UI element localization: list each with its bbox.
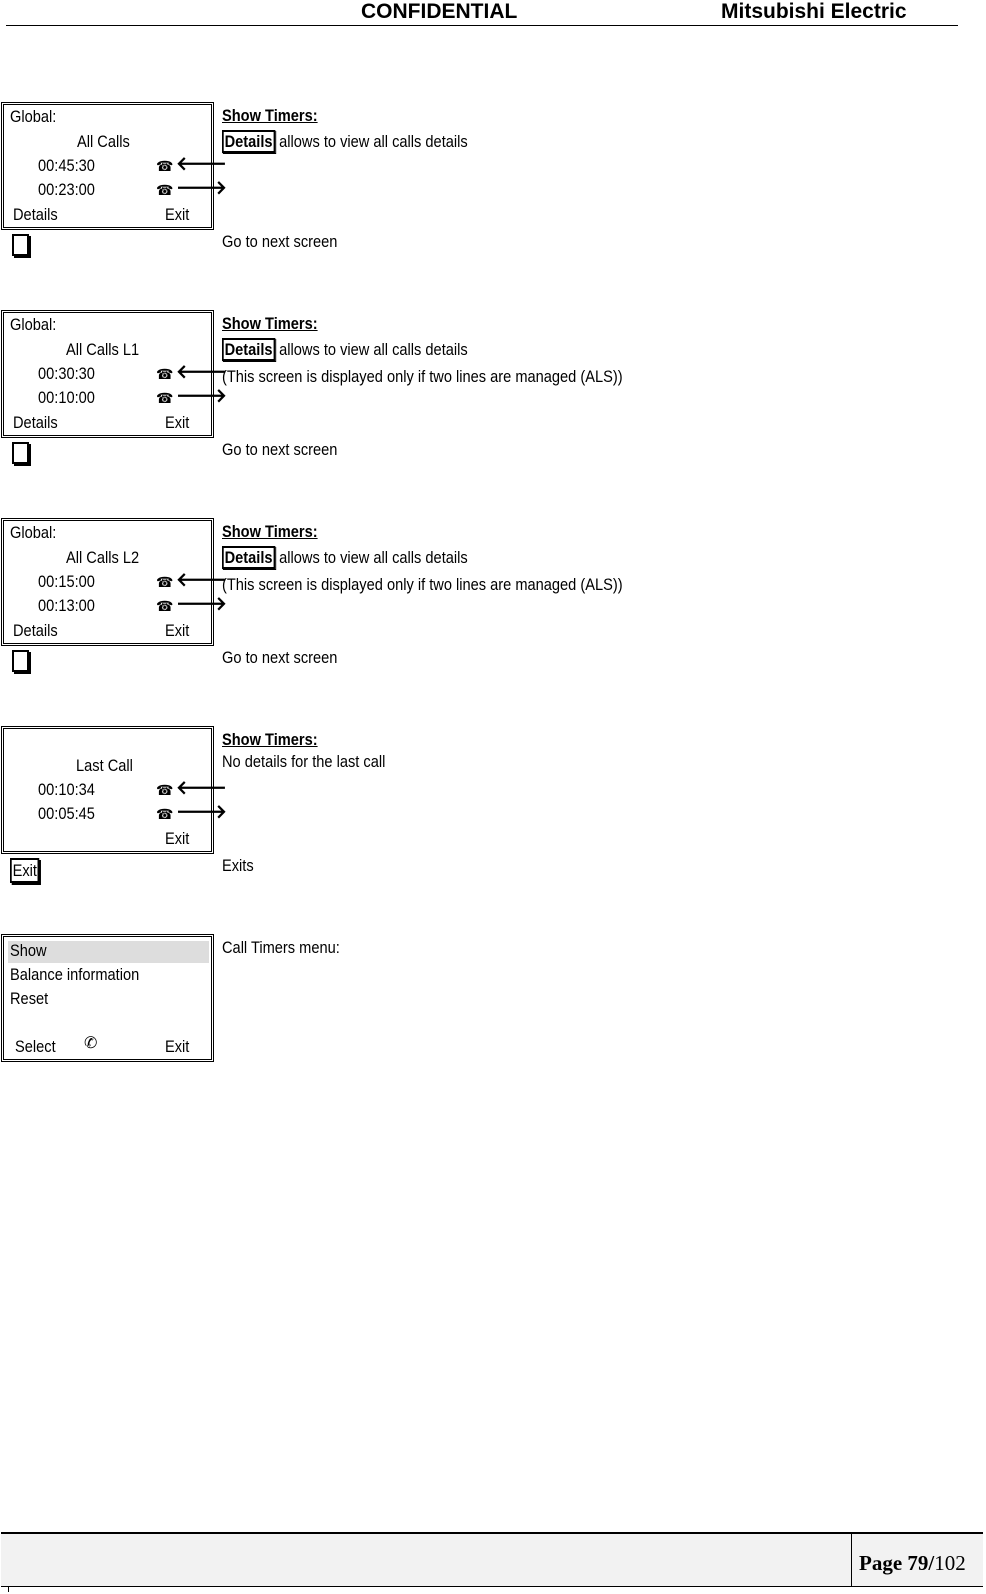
show-timers-title: Show Timers: [222, 522, 318, 541]
description-text: No details for the last call [222, 752, 386, 771]
outgoing-time: 00:23:00 [38, 180, 95, 199]
outgoing-time: 00:10:00 [38, 388, 95, 407]
details-softkey[interactable]: Details [13, 621, 58, 640]
exit-key: Exit [10, 858, 40, 883]
navigation-key-icon [12, 442, 29, 464]
phone-screen-call-timers-menu [1, 934, 214, 1062]
outgoing-arrow-icon: 🡒 [176, 594, 227, 615]
screen-header: Global: [10, 523, 57, 542]
screen-4-description [222, 730, 412, 772]
menu-item-show[interactable]: Show [10, 941, 47, 960]
phone-icon: ☎ [156, 598, 174, 614]
confidential-label: CONFIDENTIAL [361, 0, 518, 23]
margin-mark [8, 1587, 9, 1592]
description-text: allows to view all calls details [279, 548, 468, 567]
incoming-time: 00:15:00 [38, 572, 95, 591]
phone-icon: ☎ [156, 182, 174, 198]
show-timers-title: Show Timers: [222, 730, 318, 749]
phone-icon: ☎ [156, 806, 174, 822]
details-key: Details [222, 338, 275, 361]
incoming-time: 00:30:30 [38, 364, 95, 383]
menu-description: Call Timers menu: [222, 938, 340, 957]
incoming-arrow-icon: 🡐 [176, 154, 227, 175]
phone-icon: ☎ [156, 158, 174, 174]
details-key: Details [222, 130, 275, 153]
incoming-arrow-icon: 🡐 [176, 362, 227, 383]
details-key: Details [222, 546, 275, 569]
navigation-key-icon [12, 650, 29, 672]
screen-title: All Calls L1 [66, 340, 140, 359]
description-line [222, 130, 468, 153]
exit-softkey[interactable]: Exit [165, 621, 190, 640]
outgoing-time: 00:13:00 [38, 596, 95, 615]
page-footer [1, 1532, 983, 1587]
select-softkey[interactable]: Select [15, 1037, 56, 1056]
phone-icon: ☎ [156, 366, 174, 382]
incoming-arrow-icon: 🡐 [176, 778, 227, 799]
phone-screen-last-call [1, 726, 227, 854]
nav-description: Go to next screen [222, 648, 338, 667]
screen-title: All Calls [77, 132, 130, 151]
description-text: allows to view all calls details [279, 340, 468, 359]
screen-header: Global: [10, 107, 57, 126]
outgoing-arrow-icon: 🡒 [176, 802, 227, 823]
screen-title: Last Call [76, 756, 133, 775]
nav-description: Go to next screen [222, 232, 338, 251]
details-softkey[interactable]: Details [13, 413, 58, 432]
exit-softkey[interactable]: Exit [165, 205, 190, 224]
footer-divider [851, 1534, 852, 1586]
phone-icon: ☎ [156, 574, 174, 590]
phone-screen-all-calls [1, 102, 227, 230]
description-text: allows to view all calls details [279, 132, 468, 151]
screen-2-description [222, 314, 688, 387]
exit-softkey[interactable]: Exit [165, 413, 190, 432]
description-line [222, 546, 623, 569]
phone-icon: ☎ [156, 782, 174, 798]
phone-screen-all-calls-l2 [1, 518, 227, 646]
nav-description: Exits [222, 856, 254, 875]
outgoing-time: 00:05:45 [38, 804, 95, 823]
nav-description: Go to next screen [222, 440, 338, 459]
incoming-arrow-icon: 🡐 [176, 570, 227, 591]
menu-item-reset[interactable]: Reset [10, 989, 49, 1008]
page-header [6, 0, 958, 26]
phone-handset-icon: ✆ [84, 1033, 98, 1052]
phone-screen-all-calls-l1 [1, 310, 227, 438]
incoming-time: 00:45:30 [38, 156, 95, 175]
details-softkey[interactable]: Details [13, 205, 58, 224]
exit-softkey[interactable]: Exit [165, 1037, 190, 1056]
description-line [222, 338, 623, 361]
outgoing-arrow-icon: 🡒 [176, 386, 227, 407]
exit-softkey[interactable]: Exit [165, 829, 190, 848]
incoming-time: 00:10:34 [38, 780, 95, 799]
page-label: Page 79/ [859, 1551, 935, 1575]
menu-item-balance-information[interactable]: Balance information [10, 965, 140, 984]
show-timers-title: Show Timers: [222, 314, 318, 333]
page-number [859, 1551, 966, 1576]
company-name: Mitsubishi Electric [721, 0, 907, 23]
screen-title: All Calls L2 [66, 548, 140, 567]
screen-header: Global: [10, 315, 57, 334]
als-note: (This screen is displayed only if two lines are managed (ALS)) [222, 575, 623, 594]
screen-3-description [222, 522, 688, 595]
phone-icon: ☎ [156, 390, 174, 406]
outgoing-arrow-icon: 🡒 [176, 178, 227, 199]
als-note: (This screen is displayed only if two lines are managed (ALS)) [222, 367, 623, 386]
navigation-key-icon [12, 234, 29, 256]
show-timers-title: Show Timers: [222, 106, 318, 125]
page-total: 102 [934, 1551, 966, 1575]
screen-1-description [222, 106, 508, 153]
